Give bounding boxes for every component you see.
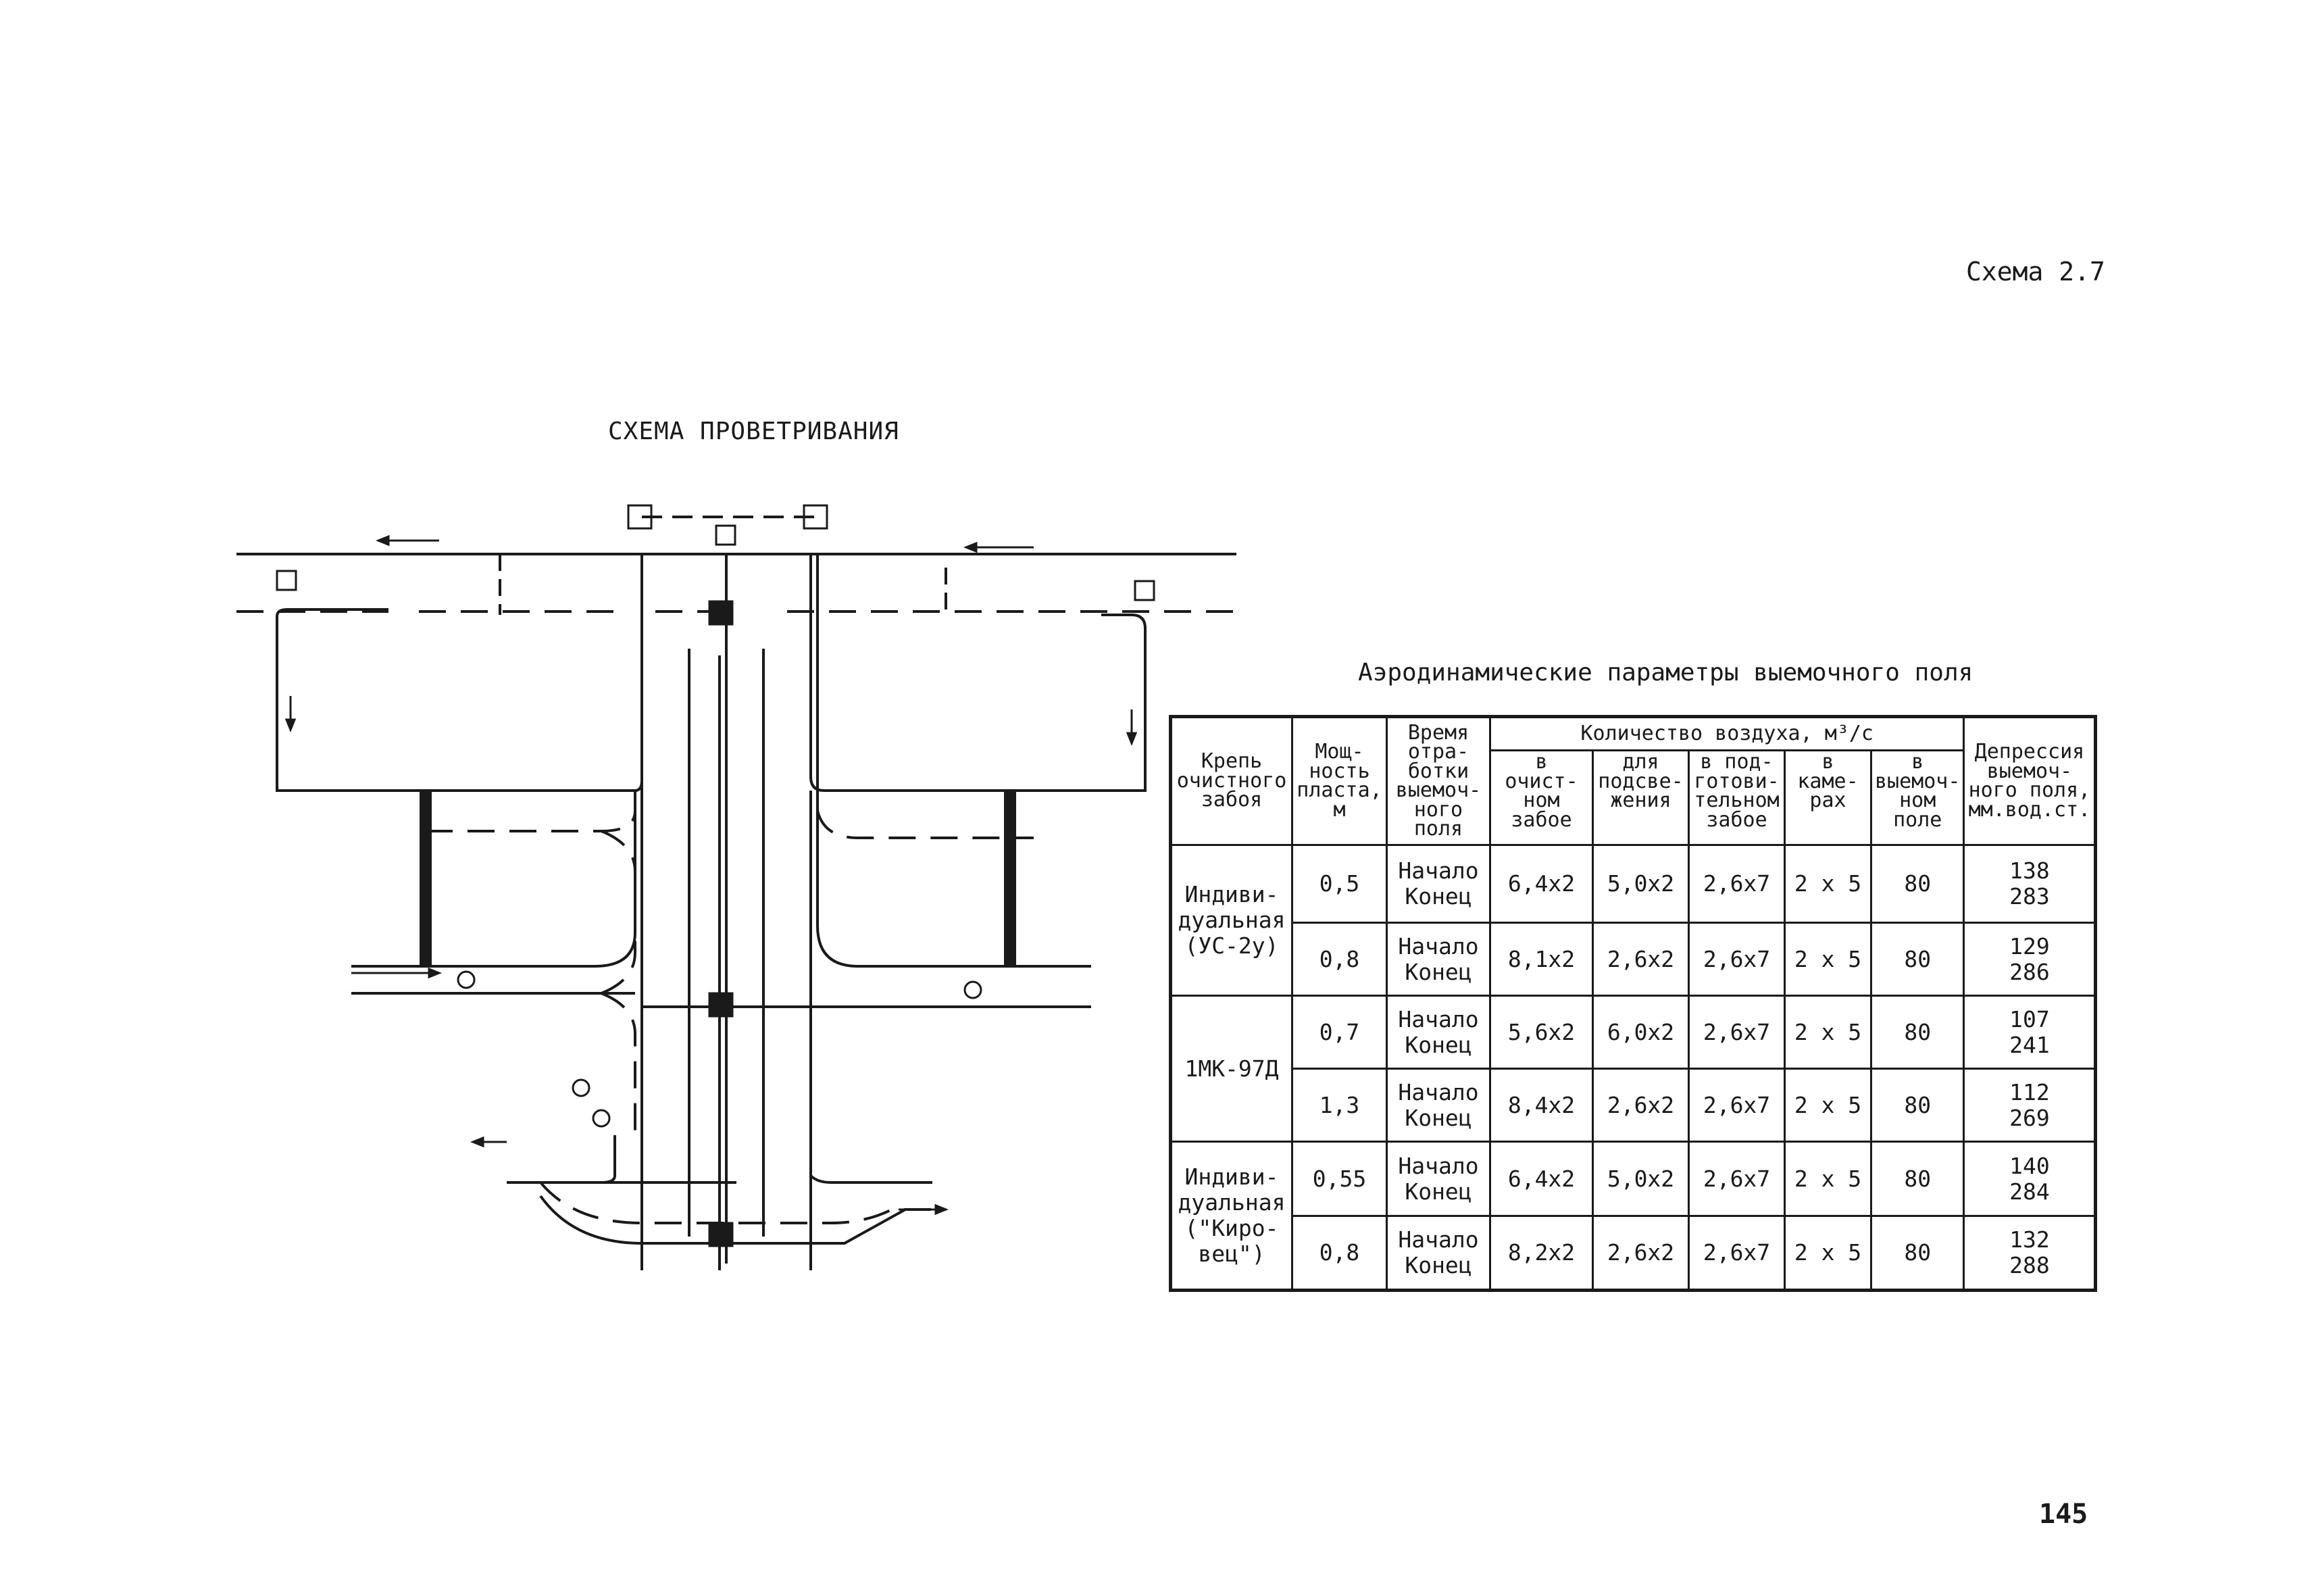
stage-cell: Начало Конец — [1387, 1069, 1490, 1142]
fan-right — [965, 982, 981, 998]
door-top-center — [716, 526, 735, 545]
header-time: Время отра- ботки выемоч- ного поля — [1387, 717, 1490, 845]
face-cell: 8,2x2 — [1490, 1216, 1593, 1291]
table-row — [1171, 845, 2096, 923]
fan-bottom-2 — [593, 1110, 609, 1126]
field-cell: 80 — [1871, 996, 1964, 1069]
parameters-table — [1169, 715, 2097, 1292]
stage-cell: Начало Конец — [1387, 996, 1490, 1069]
header-air-chamber: в каме- рах — [1785, 751, 1871, 845]
arrow-bottom-left — [473, 1138, 507, 1146]
face-cell: 6,4x2 — [1490, 845, 1593, 923]
header-air: Количество воздуха, м³/с — [1490, 717, 1964, 751]
stage-cell: Начало Конец — [1387, 1142, 1490, 1216]
prep-cell: 2,6x7 — [1689, 1069, 1785, 1142]
left-panel-outline — [277, 554, 642, 791]
mid-left-section — [351, 791, 635, 966]
header-air-flush: для подсве- жения — [1593, 751, 1689, 845]
face-cell: 8,4x2 — [1490, 1069, 1593, 1142]
bottom-curve-right — [811, 1135, 932, 1182]
depression-cell: 107 241 — [1964, 996, 2096, 1069]
thickness-cell: 0,8 — [1292, 1216, 1387, 1291]
field-cell: 80 — [1871, 845, 1964, 923]
right-panel-outline — [811, 554, 1145, 791]
chamber-cell: 2 x 5 — [1785, 1142, 1871, 1216]
arrow-bottom-right — [899, 1205, 946, 1214]
bottom-dashed — [540, 1182, 946, 1223]
face-cell: 6,4x2 — [1490, 1142, 1593, 1216]
prep-cell: 2,6x7 — [1689, 1142, 1785, 1216]
depression-cell: 129 286 — [1964, 923, 2096, 996]
chamber-cell: 2 x 5 — [1785, 996, 1871, 1069]
table-row — [1171, 1069, 2096, 1142]
thickness-cell: 0,7 — [1292, 996, 1387, 1069]
chamber-cell: 2 x 5 — [1785, 923, 1871, 996]
regulator-mid — [709, 993, 732, 1016]
table-title: Аэродинамические параметры выемочного поля — [1358, 659, 1973, 687]
field-cell: 80 — [1871, 1142, 1964, 1216]
table-row — [1171, 1216, 2096, 1291]
flush-cell: 6,0x2 — [1593, 996, 1689, 1069]
bottom-curve-left — [601, 1135, 615, 1182]
field-cell: 80 — [1871, 923, 1964, 996]
arrow-mid-left — [351, 969, 439, 977]
chamber-cell: 2 x 5 — [1785, 1069, 1871, 1142]
arrow-top-right — [966, 543, 1034, 551]
header-support: Крепь очистного забоя — [1171, 717, 1292, 845]
ventilation-diagram — [223, 493, 1257, 1291]
table-row — [1171, 996, 2096, 1069]
group-name: 1МК-97Д — [1171, 996, 1292, 1142]
fan-bottom-1 — [573, 1080, 589, 1096]
stage-cell: Начало Конец — [1387, 845, 1490, 923]
thickness-cell: 0,5 — [1292, 845, 1387, 923]
flush-cell: 5,0x2 — [1593, 845, 1689, 923]
header-air-face: в очист- ном забое — [1490, 751, 1593, 845]
flush-cell: 2,6x2 — [1593, 923, 1689, 996]
group-name: Индиви- дуальная (УС-2у) — [1171, 845, 1292, 996]
header-depression: Депрессия выемоч- ного поля, мм.вод.ст. — [1964, 717, 2096, 845]
thickness-cell: 0,55 — [1292, 1142, 1387, 1216]
prep-cell: 2,6x7 — [1689, 996, 1785, 1069]
left-dashed-curve — [358, 831, 635, 993]
lower-dashed — [601, 993, 635, 1135]
prep-cell: 2,6x7 — [1689, 1216, 1785, 1291]
group-name: Индиви- дуальная ("Киро- вец") — [1171, 1142, 1292, 1291]
chamber-cell: 2 x 5 — [1785, 845, 1871, 923]
table-row — [1171, 1142, 2096, 1216]
header-air-field: в выемоч- ном поле — [1871, 751, 1964, 845]
mid-dashed-left — [426, 811, 635, 831]
door-left — [277, 571, 296, 590]
depression-cell: 132 288 — [1964, 1216, 2096, 1291]
field-cell: 80 — [1871, 1069, 1964, 1142]
face-cell: 5,6x2 — [1490, 996, 1593, 1069]
depression-cell: 140 284 — [1964, 1142, 2096, 1216]
chamber-cell: 2 x 5 — [1785, 1216, 1871, 1291]
arrow-top-left — [378, 537, 439, 545]
regulator-bottom — [709, 1223, 732, 1246]
prep-cell: 2,6x7 — [1689, 845, 1785, 923]
scheme-label: Схема 2.7 — [1966, 257, 2105, 286]
arrow-left-down — [286, 696, 295, 730]
depression-cell: 138 283 — [1964, 845, 2096, 923]
arrow-right-down — [1128, 709, 1136, 743]
header-thickness: Мощ- ность пласта, м — [1292, 717, 1387, 845]
door-right — [1135, 581, 1154, 600]
flush-cell: 2,6x2 — [1593, 1069, 1689, 1142]
mid-right-section — [818, 791, 1091, 966]
flush-cell: 2,6x2 — [1593, 1216, 1689, 1291]
page-number: 145 — [2039, 1499, 2088, 1530]
header-air-prep: в под- готови- тельном забое — [1689, 751, 1785, 845]
face-cell: 8,1x2 — [1490, 923, 1593, 996]
thickness-cell: 1,3 — [1292, 1069, 1387, 1142]
depression-cell: 112 269 — [1964, 1069, 2096, 1142]
flush-cell: 5,0x2 — [1593, 1142, 1689, 1216]
mid-dashed-right — [818, 811, 1034, 838]
stage-cell: Начало Конец — [1387, 923, 1490, 996]
stage-cell: Начало Конец — [1387, 1216, 1490, 1291]
thickness-cell: 0,8 — [1292, 923, 1387, 996]
prep-cell: 2,6x7 — [1689, 923, 1785, 996]
diagram-title: СХЕМА ПРОВЕТРИВАНИЯ — [608, 418, 899, 445]
field-cell: 80 — [1871, 1216, 1964, 1291]
regulator-top — [709, 601, 732, 624]
fan-left — [458, 972, 474, 988]
table-row — [1171, 923, 2096, 996]
